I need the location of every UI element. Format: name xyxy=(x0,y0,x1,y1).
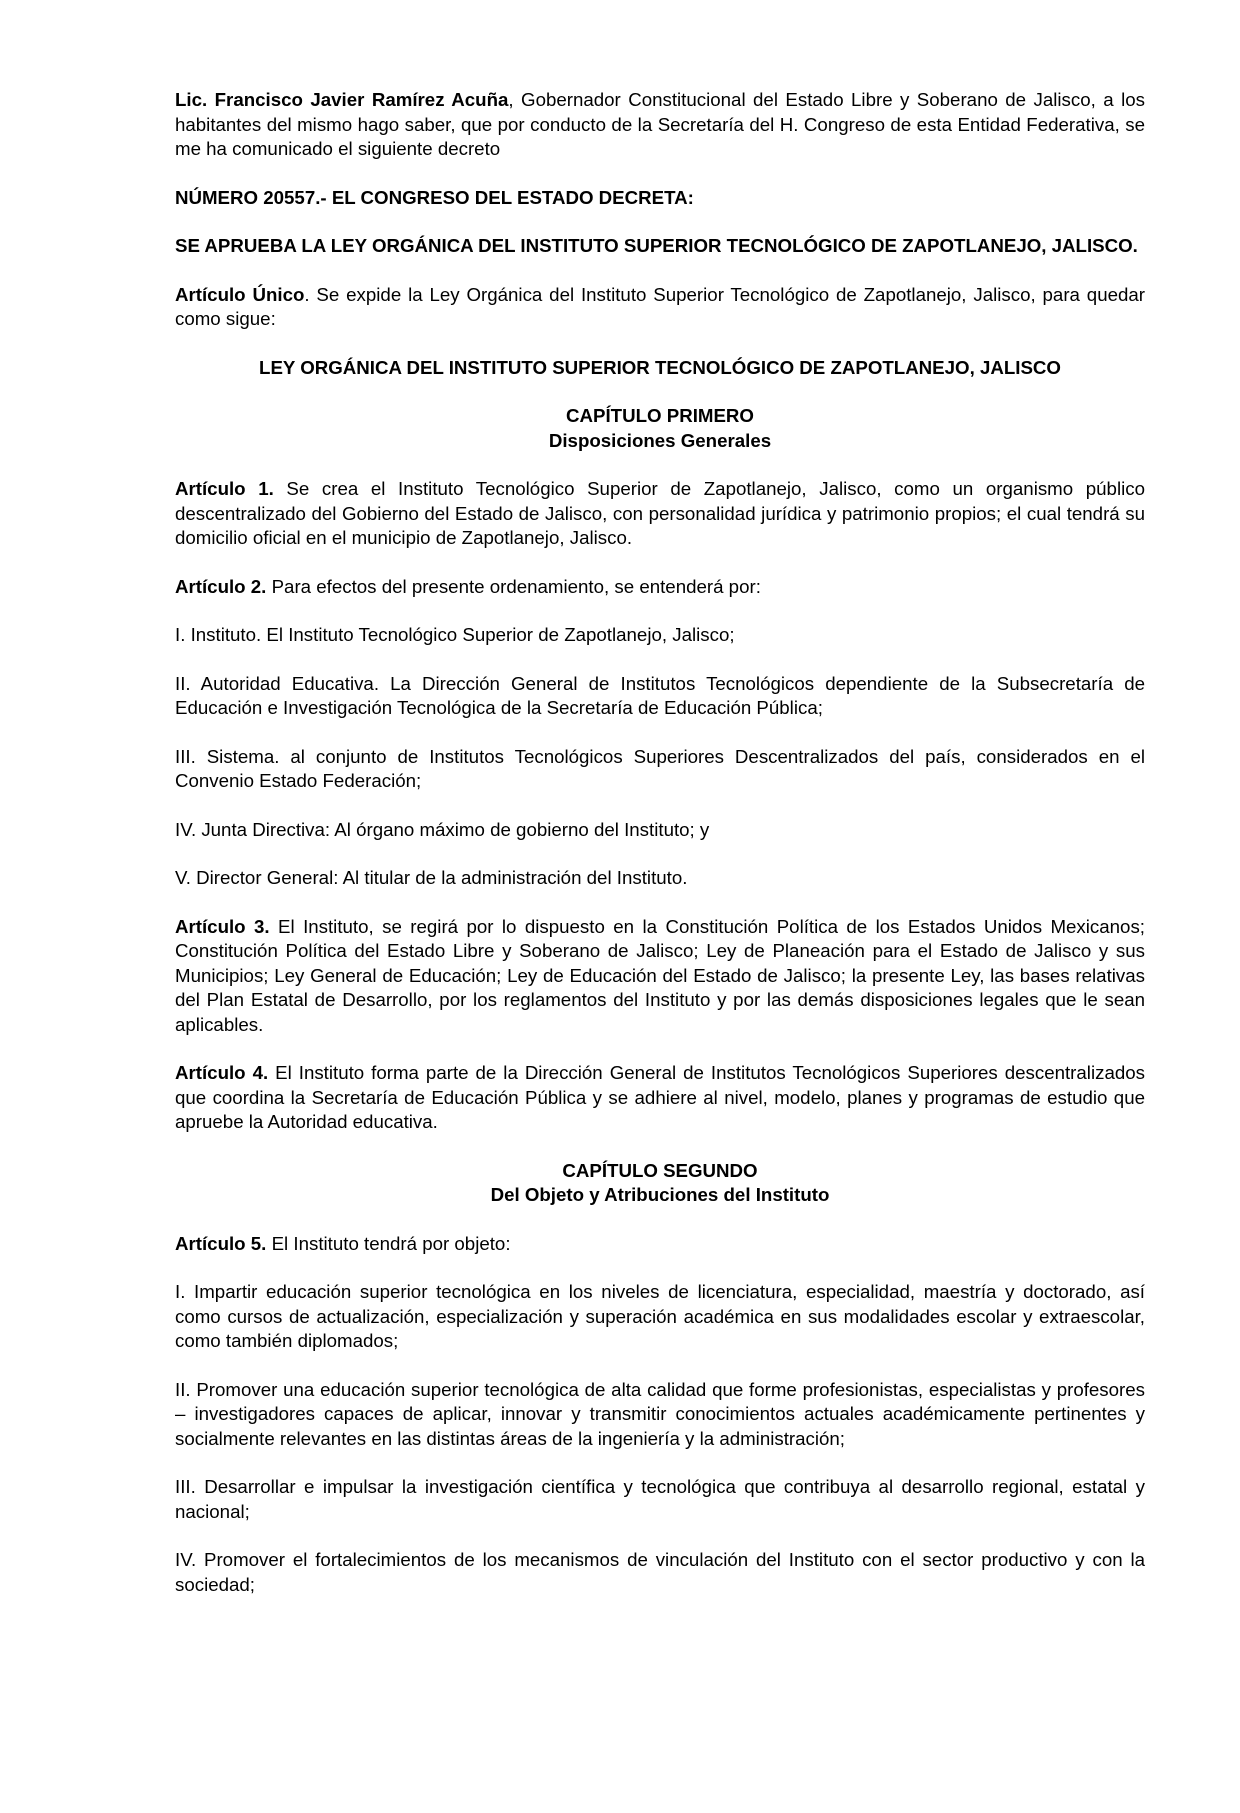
article-4-text: El Instituto forma parte de la Dirección General de Institutos Tecnológicos Superiores descentralizados que coordina la Secretaría de Educación Pública y se adhiere al nivel, modelo, planes y programas de estudio que apruebe la Autoridad educativa. xyxy=(175,1062,1145,1132)
article-1 xyxy=(175,477,1145,551)
article-2-item: I. Instituto. El Instituto Tecnológico Superior de Zapotlanejo, Jalisco; xyxy=(175,624,735,645)
article-2-item: IV. Junta Directiva: Al órgano máximo de gobierno del Instituto; y xyxy=(175,818,710,840)
article-3-text: El Instituto, se regirá por lo dispuesto en la Constitución Política de los Estados Unidos Mexicanos; Constitución Política del Estado Libre y Soberano de Jalisco; Ley de Planeación para el Estado de Jalisco y sus Municipios; Ley General de Educación; Ley de Educación del Estado de Jalisco; la presente Ley, las bases relativas del Plan Estatal de Desarrollo, por los reglamentos del Instituto y por las demás disposiciones legales que le sean aplicables. xyxy=(175,915,1145,1035)
article-4-label: Artículo 4. xyxy=(175,1062,269,1083)
article-2-text: Para efectos del presente ordenamiento, se entenderá por: xyxy=(266,575,761,597)
approval-heading: SE APRUEBA LA LEY ORGÁNICA DEL INSTITUTO SUPERIOR TECNOLÓGICO DE ZAPOTLANEJO, JALISCO. xyxy=(175,235,1138,256)
chapter-1-heading xyxy=(175,404,1145,453)
articulo-unico xyxy=(175,283,1145,332)
article-3 xyxy=(175,915,1145,1038)
article-2-item: II. Autoridad Educativa. La Dirección General de Institutos Tecnológicos dependiente de la Subsecretaría de Educación e Investigación Tecnológica de la Secretaría de Educación Pública; xyxy=(175,672,1145,718)
chapter-1-title: CAPÍTULO PRIMERO xyxy=(566,405,754,426)
article-5-item: IV. Promover el fortalecimientos de los mecanismos de vinculación del Instituto con el sector productivo y con la sociedad; xyxy=(175,1549,1145,1595)
article-5-item: I. Impartir educación superior tecnológica en los niveles de licenciatura, especialidad, maestría y doctorado, así como cursos de actualización, especialización y superación académica en sus modalidades escolar y extraescolar, como también diplomados; xyxy=(175,1281,1145,1351)
article-2 xyxy=(175,575,1145,600)
chapter-2-subtitle: Del Objeto y Atribuciones del Instituto xyxy=(490,1184,830,1205)
governor-name: Lic. Francisco Javier Ramírez Acuña xyxy=(175,89,509,110)
intro-text: , Gobernador Constitucional del Estado Libre y Soberano de Jalisco, a los habitantes del mismo hago saber, que por conducto de la Secretaría del H. Congreso de esta Entidad Federativa, se me ha comunicado el siguiente decreto xyxy=(175,89,1145,159)
articulo-unico-label: Artículo Único xyxy=(175,283,305,305)
article-5-item: II. Promover una educación superior tecnológica de alta calidad que forme profesionistas, especialistas y profesores – investigadores capaces de aplicar, innovar y transmitir conocimientos actuales académicamente pertinentes y socialmente relevantes en las distintas áreas de la ingeniería y la administración; xyxy=(175,1378,1145,1449)
articulo-unico-text: . Se expide la Ley Orgánica del Instituto Superior Tecnológico de Zapotlanejo, Jalisco, para quedar como sigue: xyxy=(175,283,1145,329)
article-5-label: Artículo 5. xyxy=(175,1232,267,1254)
article-1-label: Artículo 1. xyxy=(175,478,274,499)
article-2-item: III. Sistema. al conjunto de Institutos Tecnológicos Superiores Descentralizados del país, considerados en el Convenio Estado Federación; xyxy=(175,745,1145,791)
chapter-2-title: CAPÍTULO SEGUNDO xyxy=(562,1159,758,1181)
decree-number: NÚMERO 20557.- EL CONGRESO DEL ESTADO DECRETA: xyxy=(175,186,694,208)
article-1-text: Se crea el Instituto Tecnológico Superior de Zapotlanejo, Jalisco, como un organismo público descentralizado del Gobierno del Estado de Jalisco, con personalidad jurídica y patrimonio propios; el cual tendrá su domicilio oficial en el municipio de Zapotlanejo, Jalisco. xyxy=(175,478,1145,548)
article-2-item: V. Director General: Al titular de la administración del Instituto. xyxy=(175,867,688,888)
document-page xyxy=(175,88,1145,1621)
article-3-label: Artículo 3. xyxy=(175,915,270,937)
law-title: LEY ORGÁNICA DEL INSTITUTO SUPERIOR TECNOLÓGICO DE ZAPOTLANEJO, JALISCO xyxy=(259,356,1061,378)
chapter-1-subtitle: Disposiciones Generales xyxy=(548,429,772,451)
article-5-text: El Instituto tendrá por objeto: xyxy=(266,1232,511,1254)
intro-paragraph xyxy=(175,88,1145,162)
article-4 xyxy=(175,1061,1145,1135)
article-5-item: III. Desarrollar e impulsar la investigación científica y tecnológica que contribuya al desarrollo regional, estatal y nacional; xyxy=(175,1476,1145,1522)
article-2-label: Artículo 2. xyxy=(175,575,267,597)
chapter-2-heading xyxy=(175,1159,1145,1208)
article-5 xyxy=(175,1232,1145,1257)
